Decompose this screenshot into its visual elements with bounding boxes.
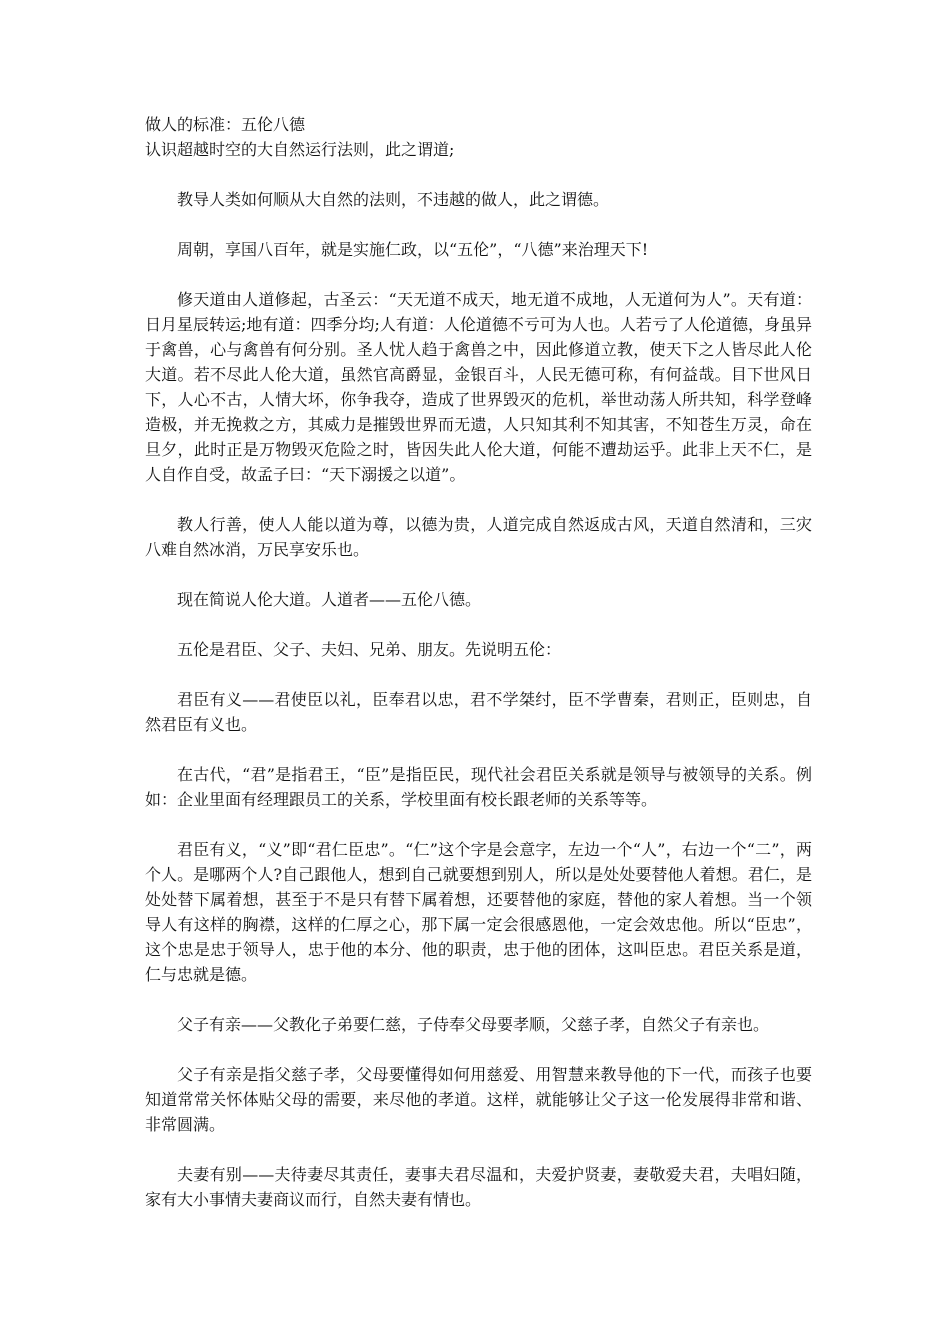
paragraph-2: 周朝，享国八百年，就是实施仁政，以“五伦”，“八德”来治理天下! <box>177 240 649 259</box>
paragraph-6: 五伦是君臣、父子、夫妇、兄弟、朋友。先说明五伦： <box>177 640 562 659</box>
paragraph-3: 修天道由人道修起，古圣云：“天无道不成天，地无道不成地，人无道何为人”。天有道：日月星辰转运;地有道：四季分均;人有道：人伦道德不亏可为人也。人若亏了人伦道德，身虽异于禽兽，心与禽兽有何分别。圣人忧人趋于禽兽之中，因此修道立教，使天下之人皆尽此人伦大道。若不尽此人伦大道，虽然官高爵显，金银百斗，人民无德可称，有何益哉。目下世风日下，人心不古，人情大坏，你争我夺，造成了世界毁灭的危机，举世动荡人所共知，科学登峰造极，并无挽救之方，其威力是摧毁世界而无遗，人只知其利不知其害，不知苍生万灵，命在旦夕，此时正是万物毁灭危险之时，皆因失此人伦大道，何能不遭劫运乎。此非上天不仁，是人自作自受，故孟子曰：“天下溺援之以道”。 <box>145 290 812 484</box>
paragraph-7: 君臣有义——君使臣以礼，臣奉君以忠，君不学桀纣，臣不学曹秦，君则正，臣则忠，自然君臣有义也。 <box>145 690 812 734</box>
paragraph-11: 父子有亲是指父慈子孝，父母要懂得如何用慈爱、用智慧来教导他的下一代，而孩子也要知道常常关怀体贴父母的需要，来尽他的孝道。这样，就能够让父子这一伦发展得非常和谐、非常圆满。 <box>145 1065 812 1134</box>
paragraph-8: 在古代，“君”是指君王，“臣”是指臣民，现代社会君臣关系就是领导与被领导的关系。例如：企业里面有经理跟员工的关系，学校里面有校长跟老师的关系等等。 <box>145 765 812 809</box>
document-body <box>145 112 812 1237</box>
paragraph-1: 教导人类如何顺从大自然的法则，不违越的做人，此之谓德。 <box>177 190 610 209</box>
paragraph-12: 夫妻有别——夫待妻尽其责任，妻事夫君尽温和，夫爱护贤妻，妻敬爱夫君，夫唱妇随，家有大小事情夫妻商议而行，自然夫妻有情也。 <box>145 1165 812 1209</box>
paragraph-5: 现在简说人伦大道。人道者——五伦八德。 <box>177 590 482 609</box>
document-title: 做人的标准：五伦八德 <box>145 115 306 134</box>
paragraph-9: 君臣有义，“义”即“君仁臣忠”。“仁”这个字是会意字，左边一个“人”，右边一个“二”，两个人。是哪两个人?自己跟他人，想到自己就要想到别人，所以是处处要替他人着想。君仁，是处处替下属着想，甚至于不是只有替下属着想，还要替他的家庭，替他的家人着想。当一个领导人有这样的胸襟，这样的仁厚之心，那下属一定会很感恩他，一定会效忠他。所以“臣忠”，这个忠是忠于领导人，忠于他的本分、他的职责，忠于他的团体，这叫臣忠。君臣关系是道，仁与忠就是德。 <box>145 840 812 984</box>
paragraph-4: 教人行善，使人人能以道为尊，以德为贵，人道完成自然返成古风，天道自然清和，三灾八难自然冰消，万民享安乐也。 <box>145 515 812 559</box>
paragraph-10: 父子有亲——父教化子弟要仁慈，子侍奉父母要孝顺，父慈子孝，自然父子有亲也。 <box>177 1015 770 1034</box>
intro-line: 认识超越时空的大自然运行法则，此之谓道; <box>145 140 455 159</box>
heading-block <box>145 112 812 162</box>
